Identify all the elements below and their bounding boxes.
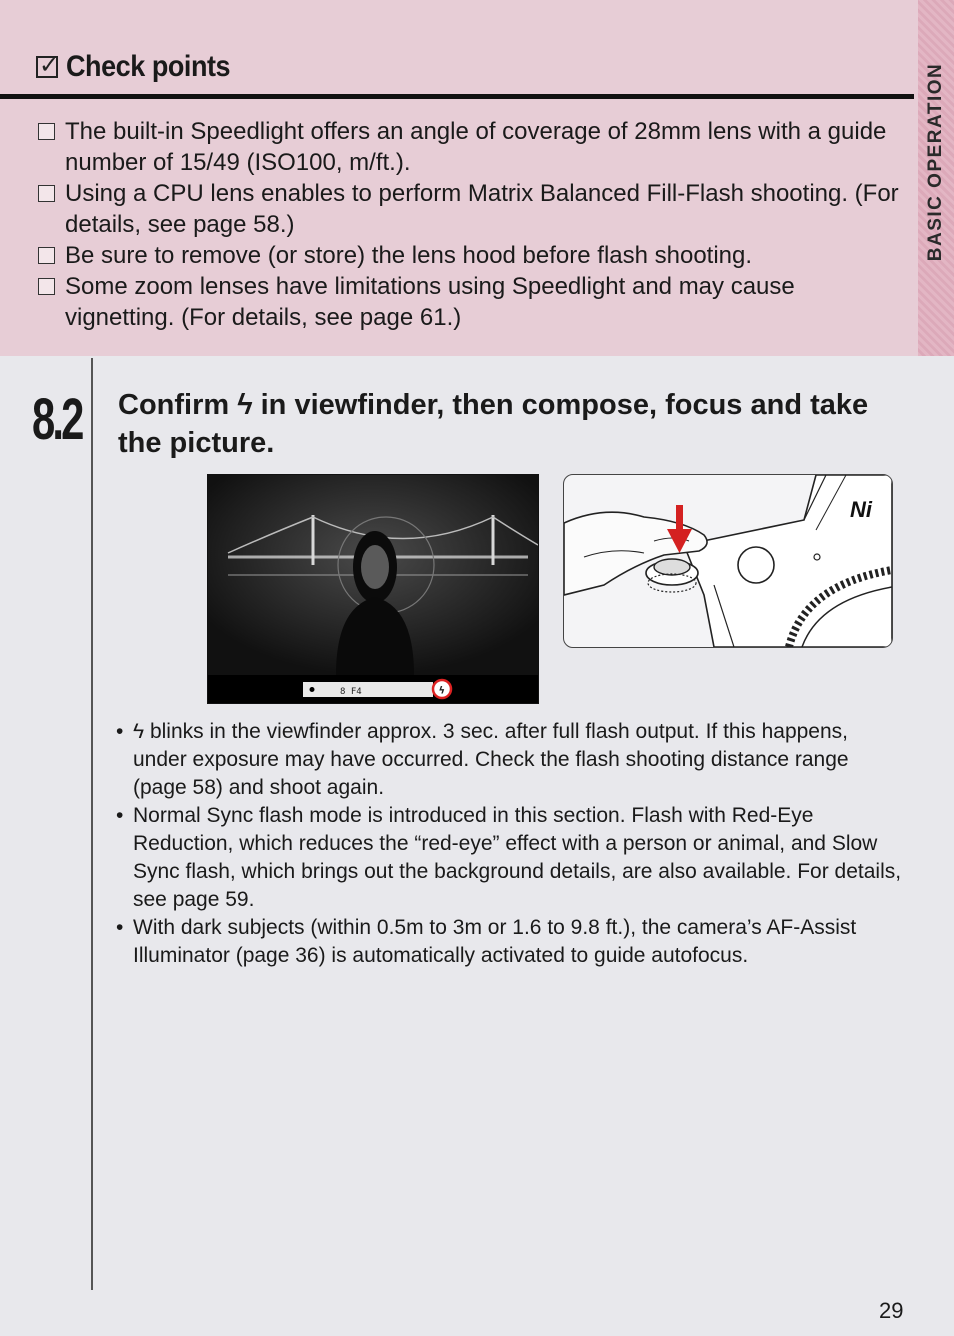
viewfinder-lcd xyxy=(303,682,433,697)
check-point-text: The built-in Speedlight offers an angle of coverage of 28mm lens with a guide number of 15/49 (ISO100, m/ft.). xyxy=(65,118,887,176)
note-item xyxy=(116,802,902,914)
check-points-list xyxy=(36,116,908,333)
page-number: 29 xyxy=(879,1298,904,1323)
note-text: ϟ blinks in the viewfinder approx. 3 sec. after full flash output. If this happens, under exposure may have occurred. Check the flash shooting distance range (page 58) and shoot again. xyxy=(133,720,849,799)
checkbox-icon xyxy=(38,123,55,140)
note-text: Normal Sync flash mode is introduced in this section. Flash with Red-Eye Reduction, which reduces the “red-eye” effect with a person or animal, and Slow Sync flash, which brings out the background details, are also available. For details, see page 59. xyxy=(133,804,902,911)
check-point-text: Some zoom lenses have limitations using Speedlight and may cause vignetting. (For details, see page 61.) xyxy=(65,273,795,331)
checkbox-icon xyxy=(38,185,55,202)
viewfinder-scene xyxy=(208,475,538,703)
checked-box-icon xyxy=(36,56,58,78)
note-item xyxy=(116,914,902,970)
note-text: With dark subjects (within 0.5m to 3m or 1.6 to 9.8 ft.), the camera’s AF-Assist Illuminator (page 36) is automatically activated to guide autofocus. xyxy=(133,916,857,967)
camera-illustration xyxy=(563,474,893,648)
step-title: Confirm ϟ in viewfinder, then compose, focus and take the picture. xyxy=(118,389,869,459)
step-number: 8.2 xyxy=(32,387,82,452)
section-divider-line xyxy=(91,358,93,1290)
brand-mark: Ni xyxy=(850,497,872,522)
section-tab-label: BASIC OPERATION xyxy=(925,62,946,262)
checkbox-icon xyxy=(38,247,55,264)
check-point-item xyxy=(36,271,908,333)
check-point-text: Using a CPU lens enables to perform Matrix Balanced Fill-Flash shooting. (For details, see page 58.) xyxy=(65,180,899,238)
check-points-title: Check points xyxy=(66,50,231,83)
check-point-item xyxy=(36,240,908,271)
header-rule xyxy=(0,94,914,99)
check-point-item xyxy=(36,178,908,240)
check-points-header xyxy=(36,46,248,88)
viewfinder-readout: 8 F4 xyxy=(340,687,362,697)
viewfinder-illustration xyxy=(207,474,539,704)
check-point-item xyxy=(36,116,908,178)
camera-drawing xyxy=(564,475,892,647)
check-point-text: Be sure to remove (or store) the lens hood before flash shooting. xyxy=(65,242,753,269)
bullet: • xyxy=(116,916,124,939)
note-item xyxy=(116,718,902,802)
checkbox-icon xyxy=(38,278,55,295)
bullet: • xyxy=(116,804,124,827)
flash-ready-icon: ϟ xyxy=(438,685,446,697)
bullet: • xyxy=(116,720,124,743)
notes-list xyxy=(116,718,902,970)
